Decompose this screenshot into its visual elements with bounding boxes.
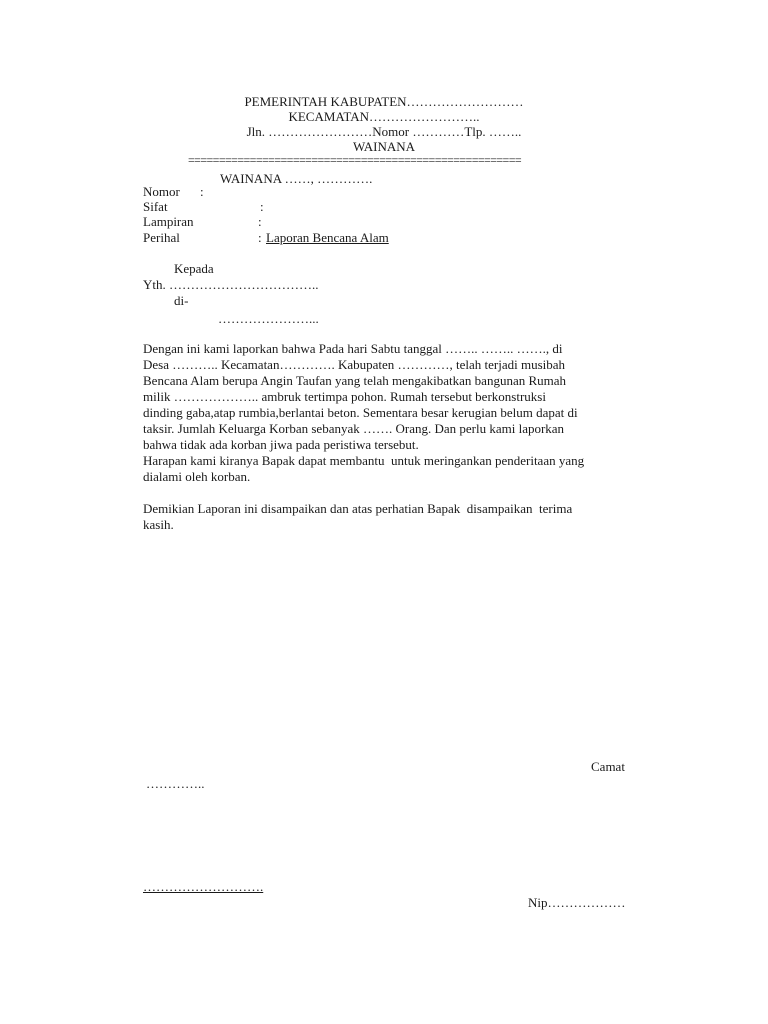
body-line-6: taksir. Jumlah Keluarga Korban sebanyak ……. Orang. Dan perlu kami laporkan xyxy=(143,421,565,436)
perihal-value: Laporan Bencana Alam xyxy=(266,230,389,245)
perihal-colon: : xyxy=(258,230,262,245)
body-line-9: dialami oleh korban. xyxy=(143,469,251,484)
nomor-colon: : xyxy=(200,184,204,199)
header-address: Jln. ……………………Nomor …………Tlp. …….. xyxy=(246,124,522,139)
header-government: PEMERINTAH KABUPATEN……………………… xyxy=(244,94,524,109)
place-date: WAINANA ……, …………. xyxy=(220,171,373,186)
lampiran-colon: : xyxy=(258,214,262,229)
header-town: WAINANA xyxy=(352,139,416,154)
body-line-2: Desa ……….. Kecamatan…………. Kabupaten …………, telah terjadi musibah xyxy=(143,357,566,372)
body-line-7: bahwa tidak ada korban jiwa pada peristiwa tersebut. xyxy=(143,437,419,452)
sifat-colon: : xyxy=(260,199,264,214)
perihal-label: Perihal xyxy=(143,230,180,245)
sifat-label: Sifat xyxy=(143,199,168,214)
signature-title: Camat xyxy=(591,759,625,774)
body-line-1: Dengan ini kami laporkan bahwa Pada hari Sabtu tanggal …….. …….. ……., di xyxy=(143,341,563,356)
recipient-place: …………………... xyxy=(218,311,319,326)
recipient-kepada: Kepada xyxy=(174,261,214,276)
body-line-4: milik ……………….. ambruk tertimpa pohon. Rumah tersebut berkonstruksi xyxy=(143,389,546,404)
signature-name-line: ………………………. xyxy=(143,879,264,894)
lampiran-label: Lampiran xyxy=(143,214,194,229)
header-rule: ====================================================== xyxy=(188,153,522,167)
recipient-yth: Yth. …………………………….. xyxy=(143,277,319,292)
closing-line-1: Demikian Laporan ini disampaikan dan atas perhatian Bapak disampaikan terima xyxy=(143,501,573,516)
nomor-label: Nomor xyxy=(143,184,180,199)
body-line-5: dinding gaba,atap rumbia,berlantai beton. Sementara besar kerugian belum dapat di xyxy=(143,405,578,420)
signature-nip: Nip……………… xyxy=(528,895,626,910)
closing-line-2: kasih. xyxy=(143,517,174,532)
header-district: KECAMATAN…………………….. xyxy=(288,109,480,124)
signature-place: ………….. xyxy=(146,776,205,791)
body-line-3: Bencana Alam berupa Angin Taufan yang telah mengakibatkan bangunan Rumah xyxy=(143,373,567,388)
recipient-di: di- xyxy=(174,293,189,308)
body-line-8: Harapan kami kiranya Bapak dapat membantu untuk meringankan penderitaan yang xyxy=(143,453,585,468)
